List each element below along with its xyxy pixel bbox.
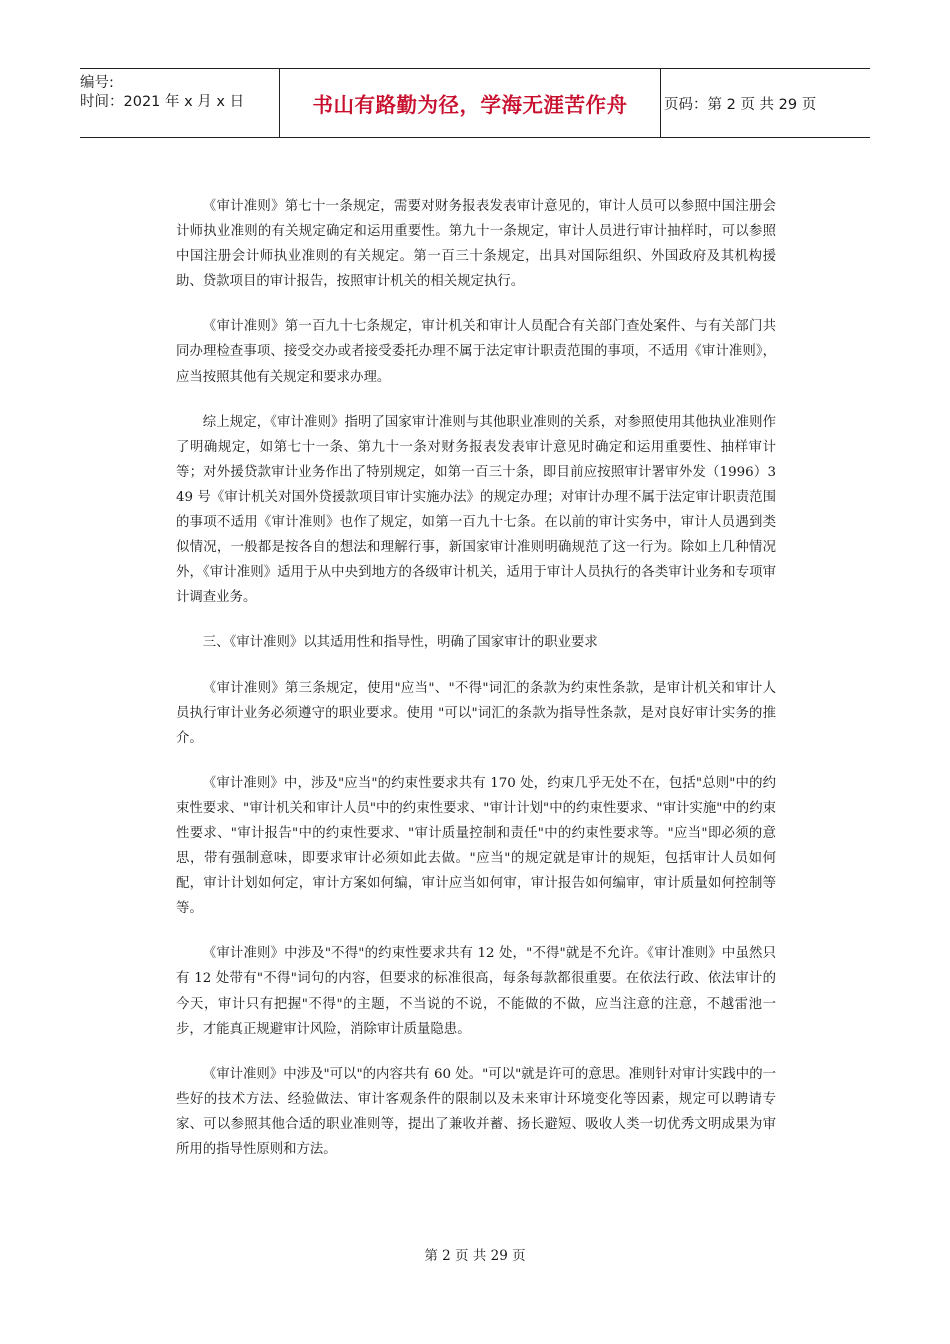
paragraph: 《审计准则》第七十一条规定，需要对财务报表发表审计意见的，审计人员可以参照中国注册会计师执业准则的有关规定确定和运用重要性。第九十一条规定，审计人员进行审计抽样时，可以参照中国注册会计师执业准则的有关规定。第一百三十条规定，出具对国际组织、外国政府及其机构援助、贷款项目的审计报告，按照审计机关的相关规定执行。 xyxy=(176,199,776,290)
document-date: 时间：2021 年 x 月 x 日 xyxy=(80,94,245,110)
paragraph: 《审计准则》第三条规定，使用"应当"、"不得"词汇的条款为约束性条款，是审计机关和审计人员执行审计业务必须遵守的职业要求。使用 "可以"词汇的条款为指导性条款，是对良好审计实务的推介。 xyxy=(176,680,776,746)
page-header xyxy=(80,68,870,138)
header-meta xyxy=(80,69,280,137)
document-body xyxy=(176,194,776,1182)
paragraph: 《审计准则》中涉及"可以"的内容共有 60 处。"可以"就是许可的意思。准则针对审计实践中的一些好的技术方法、经验做法、审计客观条件的限制以及未来审计环境变化等因素，规定可以聘请专家、可以参照其他合适的职业准则等，提出了兼收并蓄、扬长避短、吸收人类一切优秀文明成果为审所用的指导性原则和方法。 xyxy=(176,1066,776,1157)
header-page-info: 页码：第 2 页 共 29 页 xyxy=(664,96,817,113)
header-motto: 书山有路勤为径，学海无涯苦作舟 xyxy=(280,69,661,137)
paragraph: 《审计准则》第一百九十七条规定，审计机关和审计人员配合有关部门查处案件、与有关部门共同办理检查事项、接受交办或者接受委托办理不属于法定审计职责范围的事项，不适用《审计准则》，应当按照其他有关规定和要求办理。 xyxy=(176,319,776,385)
page-footer: 第 2 页 共 29 页 xyxy=(424,1248,526,1264)
paragraph: 《审计准则》中，涉及"应当"的约束性要求共有 170 处，约束几乎无处不在，包括"总则"中的约束性要求、"审计机关和审计人员"中的约束性要求、"审计计划"中的约束性要求、"审计实施"中的约束性要求、"审计报告"中的约束性要求、"审计质量控制和责任"中的约束性要求等。"应当"即必须的意思，带有强制意味，即要求审计必须如此去做。"应当"的规定就是审计的规矩，包括审计人员如何配，审计计划如何定，审计方案如何编，审计应当如何审，审计报告如何编审，审计质量如何控制等等。 xyxy=(176,775,776,917)
paragraph: 综上规定，《审计准则》指明了国家审计准则与其他职业准则的关系，对参照使用其他执业准则作了明确规定，如第七十一条、第九十一条对财务报表发表审计意见时确定和运用重要性、抽样审计等；对外援贷款审计业务作出了特别规定，如第一百三十条，即目前应按照审计署审外发（1996）349 号《审计机关对国外贷援款项目审计实施办法》的规定办理；对审计办理不属于法定审计职责范围的事项不适用《审计准则》也作了规定，如第一百九十七条。在以前的审计实务中，审计人员遇到类似情况，一般都是按各自的想法和理解行事，新国家审计准则明确规范了这一行为。除如上几种情况外，《审计准则》适用于从中央到地方的各级审计机关，适用于审计人员执行的各类审计业务和专项审计调查业务。 xyxy=(176,414,776,606)
document-number-label: 编号: xyxy=(80,75,114,91)
paragraph: 《审计准则》中涉及"不得"的约束性要求共有 12 处，"不得"就是不允许。《审计准则》中虽然只有 12 处带有"不得"词句的内容，但要求的标准很高，每条每款都很重要。在依法行政、依法审计的今天，审计只有把握"不得"的主题，不当说的不说，不能做的不做，应当注意的注意，不越雷池一步，才能真正规避审计风险，消除审计质量隐患。 xyxy=(176,946,776,1037)
section-heading: 三、《审计准则》以其适用性和指导性，明确了国家审计的职业要求 xyxy=(202,635,598,651)
